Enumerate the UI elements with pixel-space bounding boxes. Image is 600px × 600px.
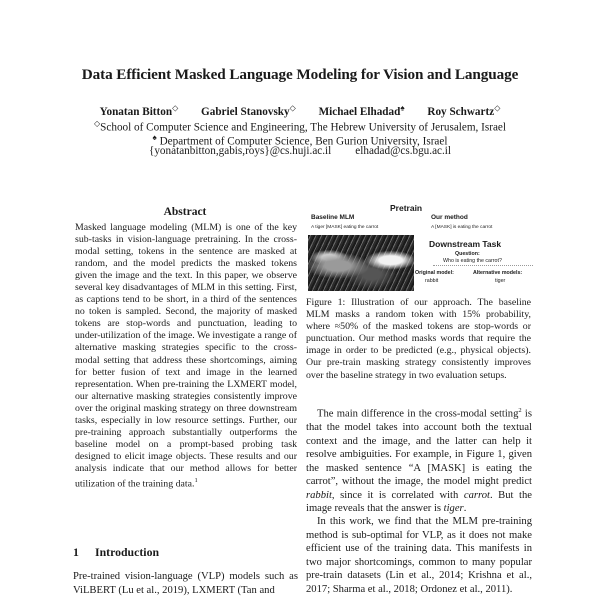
figure-ours-label: Our method <box>431 214 468 221</box>
text: . <box>463 503 467 515</box>
emphasis: tiger <box>443 503 464 515</box>
emphasis: rabbit <box>306 489 332 501</box>
figure-divider <box>433 265 533 266</box>
figure-baseline-label: Baseline MLM <box>311 214 355 221</box>
section-heading <box>73 545 159 560</box>
figure-alternative-models-answer: tiger <box>495 278 506 284</box>
introduction-text: Pre-trained vision-language (VLP) models such as ViLBERT (Lu et al., 2019), LXMERT (Tan and <box>73 571 298 596</box>
author-name: Yonatan Bitton <box>99 105 173 118</box>
affiliation-mark: ◇ <box>494 103 501 112</box>
figure-question: Who is eating the carrot? <box>443 258 502 264</box>
text: . But the image reveals that the answer is <box>306 489 533 515</box>
text: is that the model takes into account both the textual context and the image, and the latter can help it resolve ambiguities. For example, in Figure 1, given the masked sentence “A [MASK] is eating the carrot”, without the image, the model might predict <box>306 408 532 488</box>
footnote-mark: 2 <box>518 407 522 414</box>
figure-ours-sentence: A [MASK] is eating the carrot <box>431 225 493 230</box>
author <box>99 103 179 118</box>
paragraph <box>306 404 532 516</box>
author-list <box>0 103 600 118</box>
abstract-heading: Abstract <box>163 206 207 218</box>
author <box>318 103 405 118</box>
affiliation-mark: ◇ <box>172 103 179 112</box>
abstract-text: Masked language modeling (MLM) is one of the key sub-tasks in vision-language pretraining. In the cross-modal setting, tokens in the sentence are masked at random, and the model predicts the masked tokens given the image and the text. In this paper, we observe several key disadvantages of MLM in this setting. First, as captions tend to be short, in a third of the sentences no token is sampled. Second, the majority of masked tokens are stop-words and punctuation, leading to under-utilization of the image. We investigate a range of alternative masking strategies specific to the cross-modal setting that address these shortcomings, aiming for better fusion of text and image in the learned representation. When pre-training the LXMERT model, our alternative masking strategies consistently improve over the original masking strategy on three downstream tasks, especially in low resource settings. Further, our pre-training approach substantially outperforms the baseline model on a prompt-based probing task designed to elicit image objects. These results and our analysis indicate that our method allows for better utilization of the training data. <box>75 222 297 490</box>
figure-alternative-models-label: Alternative models: <box>473 270 523 276</box>
figure-caption: Figure 1: Illustration of our approach. The baseline MLM masks a random token with 15% probability, where ≈50% of the masked tokens are stop-words or punctuation. Our method masks words that require the image in order to be predicted (e.g., physical objects). Our pre-train masking strategy consistently improves over the baseline strategy in two evaluation setups. <box>306 297 531 381</box>
author-name: Roy Schwartz <box>427 105 495 118</box>
affiliation-mark: ◇ <box>94 119 101 128</box>
affiliation-mark: ♠ <box>152 133 157 142</box>
author-name: Michael Elhadad <box>318 105 401 118</box>
email-line <box>0 145 600 158</box>
abstract-body <box>75 222 297 490</box>
affiliation-mark: ♠ <box>400 103 405 112</box>
paper-title: Data Efficient Masked Language Modeling for Vision and Language <box>81 66 519 83</box>
emphasis: carrot <box>463 489 490 501</box>
paragraph: In this work, we find that the MLM pre-training method is sub-optimal for VLP, as it does not make efficient use of the training data. This manifests in two major shortcomings, common to many popular pre-train datasets (Lin et al., 2014; Krishna et al., 2017; Sharma et al., 2018; Ordonez et al., 2011). <box>306 516 532 595</box>
email: {yonatanbitton,gabis,roys}@cs.huji.ac.il <box>148 145 332 157</box>
figure-original-model-answer: rabbit <box>425 278 439 284</box>
author <box>201 103 296 118</box>
figure-baseline-sentence: A tiger [MASK] eating the carrot <box>311 225 379 230</box>
affiliation-text: Department of Computer Science, Ben Gurion University, Israel <box>156 135 448 148</box>
section-number: 1 <box>73 545 79 559</box>
figure-question-label: Question: <box>455 251 480 257</box>
email: elhadad@cs.bgu.ac.il <box>355 145 452 157</box>
author-name: Gabriel Stanovsky <box>201 105 290 118</box>
figure-pretrain-label: Pretrain <box>390 203 423 213</box>
footnote-mark: 1 <box>194 476 198 484</box>
author <box>427 103 501 118</box>
figure-original-model-label: Original model: <box>415 270 454 276</box>
tiger-image <box>308 235 414 291</box>
text: The main difference in the cross-modal setting <box>317 408 519 420</box>
affiliation-text: School of Computer Science and Engineering, The Hebrew University of Jerusalem, Israel <box>100 121 506 134</box>
figure-1 <box>305 202 550 294</box>
figure-downstream-label: Downstream Task <box>429 239 502 249</box>
affiliation-mark: ◇ <box>289 103 296 112</box>
section-title: Introduction <box>95 545 160 559</box>
text: , since it is correlated with <box>331 489 464 501</box>
